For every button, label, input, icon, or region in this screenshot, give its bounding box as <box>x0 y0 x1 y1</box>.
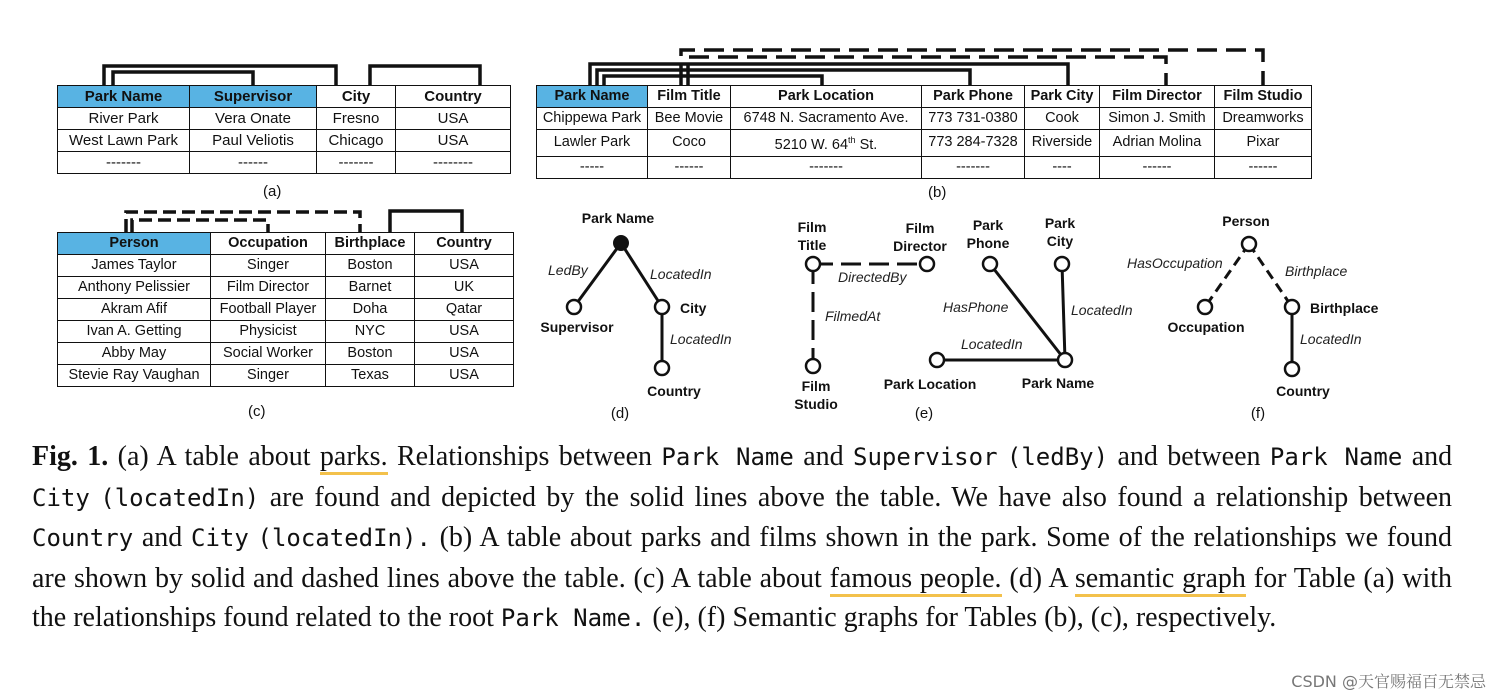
node-label <box>967 217 1010 251</box>
table-cell: 773 284-7328 <box>922 130 1025 157</box>
node-label <box>1045 215 1076 249</box>
subfigure-label-f: (f) <box>1250 405 1266 422</box>
node-label-line: Park <box>972 217 1004 233</box>
edge-label: LocatedIn <box>670 331 732 347</box>
table-cell: ----- <box>537 156 648 178</box>
caption-text: (e), (f) Semantic graphs for Tables (b), (c), respectively. <box>652 602 1277 633</box>
node-label: Park Name <box>581 210 655 226</box>
table-cell: 773 731-0380 <box>922 108 1025 130</box>
caption-code: Park Name <box>1269 443 1403 471</box>
table-b-header: Park Phone <box>922 86 1025 108</box>
node-label <box>794 378 838 412</box>
table-cell: ------- <box>731 156 922 178</box>
node-label: Birthplace <box>1310 300 1379 316</box>
table-cell: ------- <box>922 156 1025 178</box>
table-a-relationship-lines <box>104 66 480 85</box>
edge-label: DirectedBy <box>838 269 907 285</box>
table-cell: ------- <box>317 152 396 174</box>
figure-caption <box>32 437 1452 639</box>
caption-text: (a) A table about <box>117 441 311 472</box>
table-cell: Chicago <box>317 130 396 152</box>
edge-label: FilmedAt <box>825 308 881 324</box>
table-cell: Abby May <box>58 343 211 365</box>
table-a-header: Country <box>396 86 511 108</box>
table-cell: USA <box>415 255 514 277</box>
graph-edge-dashed <box>1205 244 1249 307</box>
edge-label: LocatedIn <box>961 336 1023 352</box>
table-cell: USA <box>396 130 511 152</box>
table-b-relationship-lines <box>590 50 1263 85</box>
watermark: CSDN @天官赐福百无禁忌 <box>1291 672 1486 691</box>
graph-node-root <box>614 236 628 250</box>
table-cell: Anthony Pelissier <box>58 277 211 299</box>
table-cell: Social Worker <box>211 343 326 365</box>
graph-f <box>1127 213 1379 422</box>
table-b-header: Park Name <box>537 86 648 108</box>
graph-node <box>655 361 669 375</box>
node-label-line: Film <box>905 220 935 236</box>
subfigure-label-d: (d) <box>610 405 630 422</box>
edge-label: LocatedIn <box>1071 302 1133 318</box>
table-a-header: Supervisor <box>190 86 317 108</box>
table-c-header: Person <box>58 233 211 255</box>
table-cell: West Lawn Park <box>58 130 190 152</box>
graph-node <box>1055 257 1069 271</box>
graph-node <box>983 257 997 271</box>
caption-code: Park Name. <box>500 604 646 632</box>
table-cell: Fresno <box>317 108 396 130</box>
subfigure-label-c: (c) <box>248 403 266 420</box>
caption-code: Park Name <box>661 443 794 471</box>
relation-line-solid <box>104 66 336 85</box>
table-cell: USA <box>415 343 514 365</box>
node-label: Country <box>647 383 701 399</box>
graph-node <box>806 257 820 271</box>
table-cell: Akram Afif <box>58 299 211 321</box>
table-a-header: City <box>317 86 396 108</box>
table-cell: UK <box>415 277 514 299</box>
caption-code: City <box>32 483 90 512</box>
caption-highlight: parks. <box>320 441 388 475</box>
table-cell: Adrian Molina <box>1100 130 1215 157</box>
table-b-header: Film Title <box>648 86 731 108</box>
table-cell: ---- <box>1025 156 1100 178</box>
graph-edge <box>1062 264 1065 360</box>
table-cell: ------ <box>1215 156 1312 178</box>
node-label-line: Studio <box>794 396 838 412</box>
caption-text: and <box>1411 441 1453 472</box>
caption-highlight: semantic graph <box>1075 563 1246 597</box>
table-cell: NYC <box>326 321 415 343</box>
table-cell: Physicist <box>211 321 326 343</box>
table-cell: Barnet <box>326 277 415 299</box>
table-c-header: Country <box>415 233 514 255</box>
relation-line-solid <box>370 66 480 85</box>
table-cell: 5210 W. 64th St. <box>731 130 922 157</box>
caption-code: (locatedIn). <box>257 524 431 552</box>
graph-e <box>794 215 1132 422</box>
node-label: Occupation <box>1167 319 1245 335</box>
caption-text: and <box>141 522 183 553</box>
table-c-header: Birthplace <box>326 233 415 255</box>
table-cell: Chippewa Park <box>537 108 648 130</box>
caption-code: (ledBy) <box>1006 443 1109 471</box>
edge-label: Birthplace <box>1285 263 1348 279</box>
graph-node <box>1285 300 1299 314</box>
graph-node <box>806 359 820 373</box>
node-label-line: Title <box>797 237 827 253</box>
graph-node <box>1198 300 1212 314</box>
table-cell: 6748 N. Sacramento Ave. <box>731 108 922 130</box>
node-label-line: Phone <box>966 235 1010 251</box>
node-label: Park Location <box>883 376 977 392</box>
table-cell: USA <box>396 108 511 130</box>
relation-line-dashed <box>126 212 360 232</box>
caption-code: Supervisor <box>853 443 998 471</box>
table-cell: Riverside <box>1025 130 1100 157</box>
edge-label: LocatedIn <box>650 266 712 282</box>
table-cell: ------ <box>1100 156 1215 178</box>
subfigure-label-e: (e) <box>914 405 934 422</box>
node-label: Person <box>1222 213 1270 229</box>
caption-text: and <box>803 441 844 472</box>
table-cell: Coco <box>648 130 731 157</box>
graph-node <box>1242 237 1256 251</box>
table-cell: Simon J. Smith <box>1100 108 1215 130</box>
relation-line-solid <box>113 72 253 85</box>
node-label: City <box>680 300 707 316</box>
graph-node <box>655 300 669 314</box>
caption-text: Relationships between <box>396 441 653 472</box>
node-label-line: City <box>1046 233 1074 249</box>
table-cell: ------- <box>58 152 190 174</box>
table-cell: Texas <box>326 365 415 387</box>
graph-node <box>920 257 934 271</box>
graph-node <box>1285 362 1299 376</box>
caption-code: (locatedIn) <box>100 483 260 512</box>
edge-label: HasPhone <box>943 299 1009 315</box>
table-cell: ------ <box>190 152 317 174</box>
table-cell: Doha <box>326 299 415 321</box>
table-cell: Film Director <box>211 277 326 299</box>
graph-node <box>567 300 581 314</box>
table-cell: Dreamworks <box>1215 108 1312 130</box>
table-cell: Boston <box>326 343 415 365</box>
subfigure-label-b: (b) <box>928 184 947 201</box>
table-cell: Bee Movie <box>648 108 731 130</box>
caption-text: and between <box>1117 441 1261 472</box>
table-c-relationship-lines <box>126 211 462 232</box>
table-cell: Qatar <box>415 299 514 321</box>
table-cell: Football Player <box>211 299 326 321</box>
table-cell: Pixar <box>1215 130 1312 157</box>
caption-code: City <box>191 524 249 552</box>
table-cell: Paul Veliotis <box>190 130 317 152</box>
node-label <box>893 220 947 254</box>
edge-label: LocatedIn <box>1300 331 1362 347</box>
table-cell: Cook <box>1025 108 1100 130</box>
graph-d <box>540 210 731 422</box>
caption-text: are found and depicted by the solid lines above the table. We have also found a relationship between <box>269 481 1453 513</box>
table-cell: River Park <box>58 108 190 130</box>
table-cell: Vera Onate <box>190 108 317 130</box>
graph-node <box>930 353 944 367</box>
graph-node <box>1058 353 1072 367</box>
caption-text: (b) A table about parks and films shown in the park. Some of the relationships we found are shown by solid and dashed lines above the table. (c) A table about <box>32 522 1453 594</box>
relation-line-dashed <box>681 50 1263 85</box>
table-cell: -------- <box>396 152 511 174</box>
node-label-line: Director <box>893 238 947 254</box>
node-label: Park Name <box>1021 375 1095 391</box>
table-c-header: Occupation <box>211 233 326 255</box>
table-cell: Stevie Ray Vaughan <box>58 365 211 387</box>
table-b-header: Park Location <box>731 86 922 108</box>
edge-label: HasOccupation <box>1127 255 1223 271</box>
relation-line-dashed <box>132 220 268 232</box>
table-a-header: Park Name <box>58 86 190 108</box>
table-cell: USA <box>415 321 514 343</box>
table-cell: Lawler Park <box>537 130 648 157</box>
caption-text: (d) A <box>1009 562 1067 594</box>
table-cell: Singer <box>211 365 326 387</box>
table-cell: USA <box>415 365 514 387</box>
relation-line-solid <box>604 76 822 85</box>
table-cell: Ivan A. Getting <box>58 321 211 343</box>
caption-highlight: famous people. <box>830 563 1002 597</box>
node-label: Country <box>1276 383 1330 399</box>
table-b-header: Film Studio <box>1215 86 1312 108</box>
table-b-header: Park City <box>1025 86 1100 108</box>
table-cell: James Taylor <box>58 255 211 277</box>
table-b-header: Film Director <box>1100 86 1215 108</box>
relation-line-solid <box>390 211 462 232</box>
node-label <box>798 219 827 253</box>
caption-code: Country <box>32 524 134 552</box>
subfigure-label-a: (a) <box>263 183 282 200</box>
node-label-line: Film <box>797 219 827 235</box>
table-cell: ------ <box>648 156 731 178</box>
table-cell: Singer <box>211 255 326 277</box>
table-cell: Boston <box>326 255 415 277</box>
figure-number: Fig. 1. <box>32 441 109 472</box>
caption-text: for Table (a) with the relationships found related to the root <box>32 562 1453 633</box>
node-label-line: Park <box>1044 215 1076 231</box>
edge-label: LedBy <box>548 262 588 278</box>
node-label-line: Film <box>801 378 831 394</box>
node-label: Supervisor <box>540 319 614 335</box>
